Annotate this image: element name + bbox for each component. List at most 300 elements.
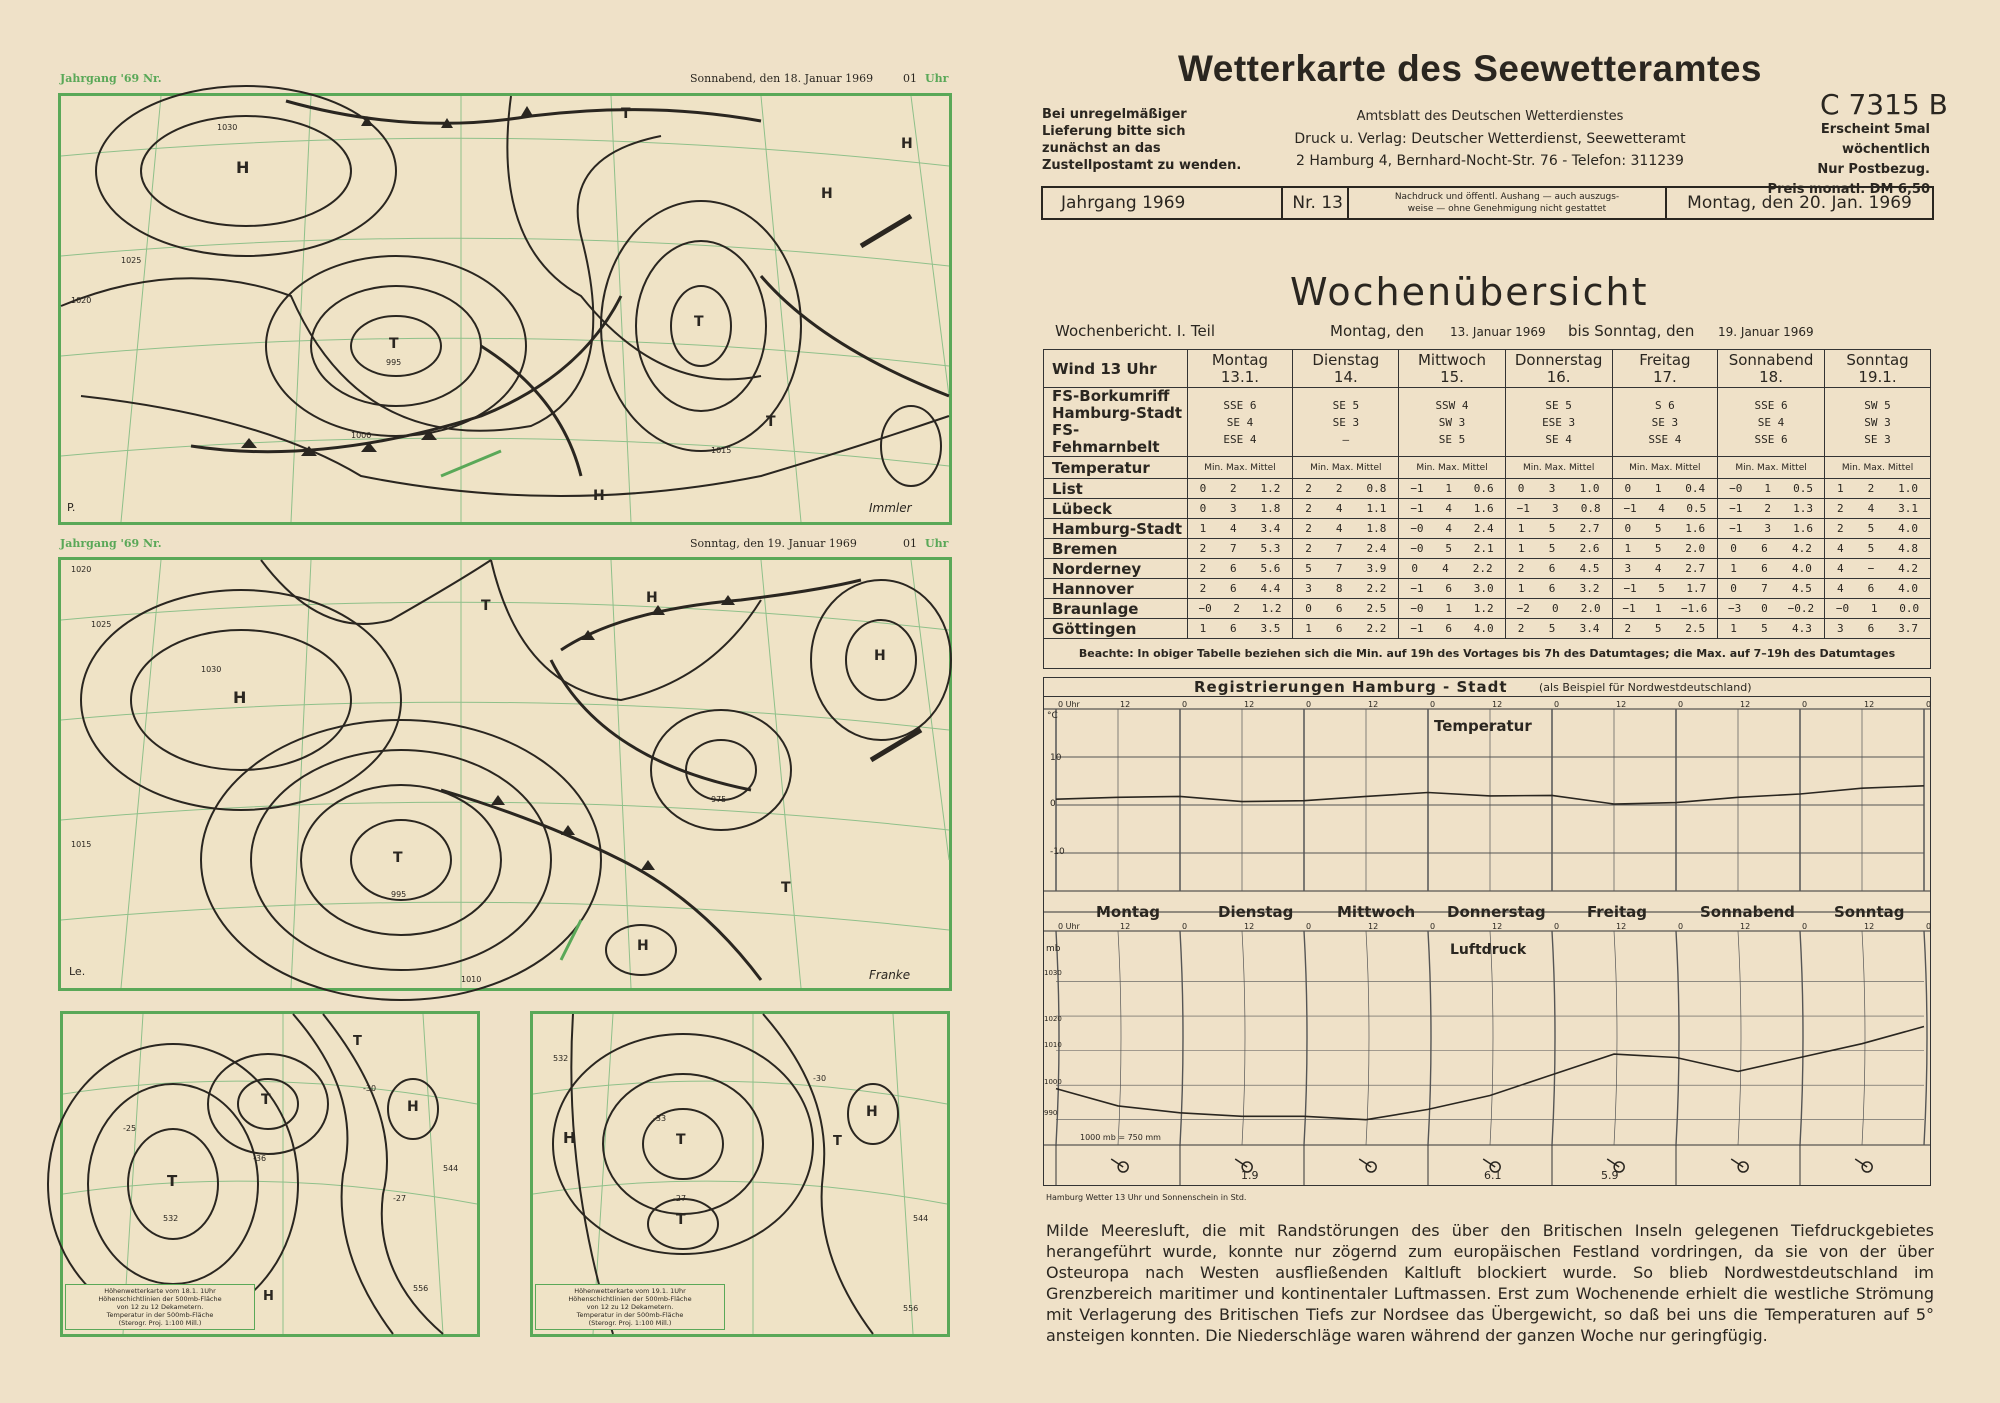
wind-value: SSE 4: [1648, 432, 1682, 446]
pressure-unit: mb: [1046, 944, 1061, 954]
low-label: T: [781, 880, 791, 896]
temp-min: −1: [1729, 522, 1743, 535]
low-label: T: [833, 1134, 842, 1149]
temp-tick: 0: [1050, 799, 1056, 809]
sunshine-value: 1.9: [1241, 1169, 1259, 1182]
caption-line: Höhenschichtlinien der 500mb-Fläche: [568, 1295, 692, 1303]
temp-min: 0: [1730, 542, 1737, 555]
isobar-label: 995: [386, 358, 402, 367]
pressure-vgrid: [1490, 931, 1493, 1145]
temp-min: 0: [1199, 482, 1207, 495]
day-label: Freitag: [1587, 903, 1648, 921]
temp-row: [1044, 619, 1931, 639]
temp-min: 2: [1305, 482, 1312, 495]
temp-cell: [1825, 539, 1931, 559]
wind-value: SE 4: [1757, 415, 1785, 429]
isotherm-label: -27: [393, 1194, 407, 1203]
temp-max: 1: [1870, 602, 1878, 615]
temp-mean: 1.0: [1579, 482, 1600, 495]
temp-max: 4: [1445, 522, 1452, 535]
temp-mean: 4.3: [1791, 622, 1812, 635]
temp-max: 5: [1654, 542, 1662, 555]
temp-max: 3: [1548, 482, 1556, 495]
wind-day-cell: [1825, 388, 1931, 457]
temp-mean: 1.0: [1898, 482, 1918, 495]
temp-cell: [1505, 619, 1612, 639]
low-label: T: [389, 336, 399, 352]
temp-cell: [1187, 539, 1293, 559]
day-name: Montag: [1211, 350, 1269, 369]
pressure-vgrid: [1304, 931, 1307, 1145]
sunshine-value: 5.9: [1601, 1169, 1619, 1182]
temp-min: 0: [1411, 562, 1419, 575]
temp-cell: [1293, 579, 1399, 599]
temp-max: 8: [1335, 582, 1343, 595]
day-name: Donnerstag: [1514, 350, 1603, 369]
low-label: T: [694, 314, 704, 330]
day-name: Sonnabend: [1728, 350, 1814, 369]
wind-day-cell: [1399, 388, 1505, 457]
low-label: T: [167, 1172, 178, 1190]
temp-min: 0: [1624, 482, 1632, 495]
contour-label: 532: [553, 1054, 569, 1063]
temp-mean: 2.5: [1366, 602, 1387, 615]
temp-cell: [1825, 619, 1931, 639]
caption-line: Temperatur in der 500mb-Fläche: [106, 1311, 214, 1319]
temp-cell: [1612, 599, 1717, 619]
notice-line: Bei unregelmäßiger: [1042, 107, 1187, 122]
day-column-header: [1187, 350, 1293, 388]
temp-mean: 1.8: [1260, 502, 1281, 515]
temp-row: [1044, 499, 1931, 519]
temp-cell: [1187, 619, 1293, 639]
pressure-chart-title: Luftdruck: [1450, 942, 1527, 958]
temp-max: 4: [1335, 522, 1343, 535]
wind-value: ESE 3: [1542, 415, 1576, 429]
wind-value: SW 3: [1864, 415, 1891, 429]
caption-line: von 12 zu 12 Dekametern.: [116, 1303, 204, 1311]
reprint-line: weise — ohne Genehmigung nicht gestattet: [1407, 204, 1607, 214]
temp-mean: −1.6: [1680, 602, 1708, 615]
temp-mean: 5.6: [1260, 562, 1281, 575]
temp-subheader: Min. Max. Mittel: [1612, 457, 1717, 479]
publisher-line: 2 Hamburg 4, Bernhard-Nocht-Str. 76 - Telefon: 311239: [1296, 153, 1684, 169]
isotherm-label: -30: [813, 1074, 827, 1083]
info-line: Erscheint 5mal wöchentlich: [1820, 122, 1930, 157]
temp-max: 4: [1654, 562, 1662, 575]
wind-value: SE 3: [1864, 432, 1891, 446]
temp-min: 3: [1624, 562, 1632, 575]
temp-max: 0: [1761, 602, 1768, 615]
map4-caption: [535, 1284, 725, 1330]
temp-row: [1044, 479, 1931, 499]
temp-cell: [1612, 559, 1717, 579]
hour-label: 12: [1244, 700, 1255, 709]
pressure-tick: 1020: [1044, 1015, 1062, 1023]
temp-max: 5: [1654, 522, 1662, 535]
low-label: T: [261, 1092, 271, 1108]
temp-min: 2: [1305, 522, 1312, 535]
temp-mean: 3.1: [1898, 502, 1918, 515]
temp-cell: [1718, 539, 1825, 559]
temp-max: 6: [1761, 542, 1768, 555]
temp-tick: -10: [1050, 847, 1065, 857]
station-name: Hamburg-Stadt: [1044, 519, 1188, 539]
temp-cell: [1505, 519, 1612, 539]
surface-map-18-jan: [58, 93, 952, 525]
low-label: T: [353, 1034, 362, 1049]
wind-station: Hamburg-Stadt: [1052, 404, 1183, 422]
pressure-tick: 990: [1044, 1109, 1058, 1117]
hour-label: 0: [1554, 922, 1560, 931]
map2-hour-unit: Uhr: [925, 537, 949, 550]
day-label: Montag: [1096, 903, 1160, 921]
temp-max: 5: [1548, 622, 1556, 635]
station-name: Bremen: [1044, 539, 1188, 559]
map1-caption: Sonnabend, den 18. Januar 1969: [690, 72, 874, 85]
temp-max: 4: [1445, 502, 1452, 515]
temp-min: 1: [1517, 522, 1525, 535]
hour-label: 0 Uhr: [1058, 922, 1080, 931]
temp-subheader: Min. Max. Mittel: [1505, 457, 1612, 479]
map1-signature: Immler: [869, 501, 912, 515]
wind-day-cell: [1187, 388, 1293, 457]
temp-min: 1: [1624, 542, 1632, 555]
temp-min: −2: [1516, 602, 1530, 615]
temp-min: 0: [1305, 602, 1312, 615]
temp-min: 4: [1837, 562, 1844, 575]
temp-mean: 4.0: [1898, 522, 1918, 535]
temp-max: 4: [1442, 562, 1449, 575]
temp-min: 2: [1837, 522, 1844, 535]
day-label: Mittwoch: [1337, 903, 1416, 921]
temp-mean: 0.5: [1793, 482, 1813, 495]
hour-label: 0: [1802, 922, 1808, 931]
temp-cell: [1399, 559, 1505, 579]
temp-cell: [1718, 499, 1825, 519]
hour-label: 0: [1182, 922, 1188, 931]
summary-title: Wochenübersicht: [1290, 270, 1649, 314]
page-title: Wetterkarte des Seewetteramtes: [1178, 48, 1762, 89]
weather-symbol: [1862, 1162, 1872, 1172]
pressure-vgrid: [1676, 931, 1679, 1145]
temp-cell: [1399, 579, 1505, 599]
station-name: Lübeck: [1044, 499, 1188, 519]
station-name: List: [1044, 479, 1188, 499]
temp-max: 5: [1658, 582, 1665, 595]
hour-label: 12: [1864, 922, 1875, 931]
temp-mean: 1.7: [1686, 582, 1707, 595]
temp-max: 3: [1764, 522, 1772, 535]
map2-initial: Le.: [69, 965, 86, 978]
pressure-vgrid: [1614, 931, 1617, 1145]
isobar-label: 975: [711, 795, 727, 804]
hour-label: 0: [1430, 700, 1436, 709]
day-column-header: [1718, 350, 1825, 388]
temp-min: −1: [1729, 502, 1743, 515]
notice-line: Zustellpostamt zu wenden.: [1042, 158, 1242, 173]
temp-min: 1: [1730, 622, 1737, 635]
temp-max: 6: [1445, 582, 1452, 595]
temp-cell: [1187, 559, 1293, 579]
temp-subheader: Min. Max. Mittel: [1293, 457, 1399, 479]
temp-cell: [1612, 539, 1717, 559]
wind-value: SE 4: [1226, 415, 1254, 429]
day-date: 15.: [1440, 367, 1464, 386]
temp-cell: [1293, 599, 1399, 619]
isobar-label: 1010: [461, 975, 482, 984]
temp-max: 6: [1867, 622, 1875, 635]
temp-cell: [1293, 619, 1399, 639]
temp-max: 0: [1552, 602, 1559, 615]
temp-cell: [1505, 559, 1612, 579]
temp-max: 6: [1335, 622, 1343, 635]
temp-mean: 4.2: [1791, 542, 1812, 555]
day-date: 19.1.: [1858, 367, 1897, 386]
day-column-header: [1293, 350, 1399, 388]
wind-day-cell: [1505, 388, 1612, 457]
temp-mean: 4.0: [1473, 622, 1494, 635]
temp-cell: [1718, 599, 1825, 619]
isotherm-label: -36: [253, 1154, 267, 1163]
caption-line: (Sterogr. Proj. 1:100 Mill.): [588, 1319, 672, 1327]
temp-max: 6: [1230, 562, 1237, 575]
issue-bar: [1041, 186, 1934, 220]
hour-label: 12: [1120, 922, 1131, 931]
temp-cell: [1825, 479, 1931, 499]
day-name: Sonntag: [1846, 350, 1909, 369]
hour-label: 12: [1616, 700, 1627, 709]
temp-min: 2: [1199, 542, 1207, 555]
temp-cell: [1293, 479, 1399, 499]
temp-unit: °C: [1047, 711, 1058, 721]
pressure-tick: 1000: [1044, 1078, 1062, 1086]
temp-min: 1: [1730, 562, 1737, 575]
temp-max: 7: [1335, 562, 1343, 575]
temp-max: 4: [1335, 502, 1343, 515]
temp-max: 5: [1445, 542, 1452, 555]
notice-line: zunächst an das: [1042, 141, 1161, 156]
isobar-label: 1030: [217, 123, 238, 132]
temp-mean: 4.0: [1898, 582, 1918, 595]
temp-tick: 10: [1050, 753, 1062, 763]
temp-cell: [1718, 479, 1825, 499]
hour-label: 12: [1492, 922, 1503, 931]
caption-line: von 12 zu 12 Dekametern.: [586, 1303, 674, 1311]
map2-caption: Sonntag, den 19. Januar 1969: [690, 537, 857, 550]
summary-part: Wochenbericht. I. Teil: [1055, 322, 1216, 340]
low-label: T: [481, 598, 491, 614]
caption-line: Temperatur in der 500mb-Fläche: [576, 1311, 684, 1319]
temp-max: −: [1867, 562, 1875, 575]
temp-cell: [1825, 579, 1931, 599]
isobar-label: 1015: [71, 840, 92, 849]
wind-value: SSE 6: [1223, 398, 1257, 412]
temp-mean: 2.4: [1366, 542, 1387, 555]
reg-title-bar: [1043, 677, 1931, 696]
temp-min: −0: [1835, 602, 1850, 615]
temp-min: 0: [1730, 582, 1737, 595]
temp-min: 4: [1837, 582, 1844, 595]
temp-cell: [1187, 579, 1293, 599]
temp-mean: 2.1: [1473, 542, 1494, 555]
publisher-line: Druck u. Verlag: Deutscher Wetterdienst, Seewetteramt: [1294, 131, 1686, 147]
temp-min: 2: [1517, 562, 1525, 575]
wind-value: SE 4: [1545, 432, 1572, 446]
temp-mean: 1.8: [1366, 522, 1387, 535]
high-label: H: [263, 1289, 274, 1304]
day-column-header: [1505, 350, 1612, 388]
map1-initial: P.: [67, 501, 76, 514]
temp-cell: [1612, 579, 1717, 599]
caption-line: Höhenwetterkarte vom 18.1. 1Uhr: [104, 1287, 216, 1295]
high-label: H: [563, 1129, 576, 1147]
temp-max: 2: [1233, 602, 1240, 615]
hour-label: 12: [1740, 700, 1751, 709]
station-name: Norderney: [1044, 559, 1188, 579]
pressure-vgrid: [1118, 931, 1121, 1145]
temp-mean: 3.5: [1260, 622, 1281, 635]
hour-label: 0: [1678, 922, 1684, 931]
day-date: 18.: [1759, 367, 1783, 386]
day-date: 16.: [1546, 367, 1571, 386]
temp-max: 6: [1230, 582, 1237, 595]
high-label: H: [637, 938, 649, 954]
wind-value: SE 5: [1545, 398, 1572, 412]
map2-jahrgang: Jahrgang '69 Nr.: [60, 537, 162, 550]
high-label: H: [236, 158, 250, 177]
high-label: H: [233, 688, 247, 707]
publisher-line: Amtsblatt des Deutschen Wetterdienstes: [1356, 109, 1624, 124]
temp-cell: [1825, 599, 1931, 619]
surface-map-19-jan: [58, 557, 952, 991]
temp-subheader: Min. Max. Mittel: [1825, 457, 1931, 479]
low-label: T: [393, 850, 403, 866]
temp-subheader: Min. Max. Mittel: [1718, 457, 1825, 479]
temp-max: 1: [1445, 602, 1452, 615]
info-line: Nur Postbezug.: [1817, 162, 1930, 177]
wind-value: SW 5: [1864, 398, 1891, 412]
high-label: H: [646, 590, 658, 606]
temp-header-row: [1044, 457, 1931, 479]
wind-value: ESE 4: [1223, 432, 1257, 446]
wind-block: [1044, 388, 1931, 457]
temp-mean: 3.7: [1898, 622, 1918, 635]
isobar-label: 1025: [91, 620, 112, 629]
temp-min: 1: [1305, 622, 1312, 635]
temp-mean: 2.2: [1472, 562, 1493, 575]
pressure-note: 1000 mb = 750 mm: [1080, 1133, 1161, 1142]
temp-max: 6: [1867, 582, 1875, 595]
temp-min: 2: [1305, 542, 1312, 555]
isobar-label: 1020: [71, 296, 92, 305]
temp-max: 3: [1552, 502, 1559, 515]
wind-station: FS-Fehmarnbelt: [1052, 421, 1160, 456]
temp-mean: 0.6: [1473, 482, 1494, 495]
temp-cell: [1505, 499, 1612, 519]
temp-min: −0: [1410, 602, 1424, 615]
wind-day-cell: [1293, 388, 1399, 457]
hour-label: 12: [1864, 700, 1875, 709]
temp-cell: [1399, 619, 1505, 639]
temp-cell: [1399, 479, 1505, 499]
map2-hour: 01: [903, 537, 917, 550]
reprint-line: Nachdruck und öffentl. Aushang — auch auszugs-: [1394, 192, 1620, 202]
table-note: Beachte: In obiger Tabelle beziehen sich die Min. auf 19h des Vortages bis 7h des Datumtages; die Max. auf 7–19h des Datumtages: [1044, 639, 1931, 669]
pressure-line: [1056, 1027, 1924, 1120]
hour-label: 0: [1678, 700, 1684, 709]
day-date: 17.: [1652, 367, 1677, 386]
hour-label: 12: [1368, 700, 1379, 709]
pressure-vgrid: [1862, 931, 1865, 1145]
high-label: H: [874, 648, 886, 664]
notice-line: Lieferung bitte sich: [1042, 124, 1186, 139]
temperature-chart-title: Temperatur: [1434, 717, 1532, 735]
caption-line: Höhenwetterkarte vom 19.1. 1Uhr: [574, 1287, 686, 1295]
pressure-vgrid: [1800, 931, 1803, 1145]
temp-mean: 4.5: [1791, 582, 1812, 595]
high-label: H: [593, 488, 605, 504]
temp-mean: 2.7: [1685, 562, 1706, 575]
temp-max: 1: [1654, 602, 1662, 615]
temp-cell: [1187, 519, 1293, 539]
temp-cell: [1825, 559, 1931, 579]
day-column-header: [1825, 350, 1931, 388]
hour-label: 12: [1740, 922, 1751, 931]
station-name: Göttingen: [1044, 619, 1188, 639]
temp-min: 1: [1517, 542, 1525, 555]
temp-mean: 0.0: [1899, 602, 1920, 615]
map2-signature: Franke: [869, 968, 911, 982]
temp-max: 5: [1761, 622, 1768, 635]
temp-cell: [1505, 479, 1612, 499]
temp-mean: 1.2: [1473, 602, 1494, 615]
hour-label: 0: [1926, 922, 1932, 931]
temp-cell: [1718, 519, 1825, 539]
temp-subheader: Min. Max. Mittel: [1187, 457, 1293, 479]
temp-subheader: Min. Max. Mittel: [1399, 457, 1505, 479]
temp-mean: 1.6: [1473, 502, 1494, 515]
temp-mean: 3.4: [1579, 622, 1600, 635]
temp-mean: 3.2: [1579, 582, 1600, 595]
temp-row: [1044, 519, 1931, 539]
isobar-label: 1025: [121, 256, 142, 265]
temp-row: [1044, 539, 1931, 559]
summary-to-label: bis Sonntag, den: [1568, 322, 1695, 340]
temp-mean: 0.4: [1685, 482, 1706, 495]
temp-mean: 4.8: [1898, 542, 1918, 555]
temp-mean: −0.2: [1787, 602, 1815, 615]
hour-label: 12: [1492, 700, 1503, 709]
temp-row: [1044, 579, 1931, 599]
temp-cell: [1293, 559, 1399, 579]
low-label: T: [676, 1132, 686, 1148]
wind-value: —: [1342, 432, 1350, 446]
hour-label: 0: [1430, 922, 1436, 931]
temp-min: 3: [1837, 622, 1844, 635]
temp-min: 2: [1517, 622, 1525, 635]
temp-cell: [1825, 499, 1931, 519]
temp-max: 2: [1867, 482, 1875, 495]
low-label: T: [621, 106, 631, 122]
isotherm-label: -27: [673, 1194, 687, 1203]
caption-line: (Sterogr. Proj. 1:100 Mill.): [118, 1319, 202, 1327]
temp-header: Temperatur: [1044, 457, 1188, 479]
postal-code: C 7315 B: [1820, 88, 1948, 121]
day-column-header: [1612, 350, 1717, 388]
temp-min: −3: [1728, 602, 1742, 615]
day-label: Dienstag: [1218, 903, 1294, 921]
